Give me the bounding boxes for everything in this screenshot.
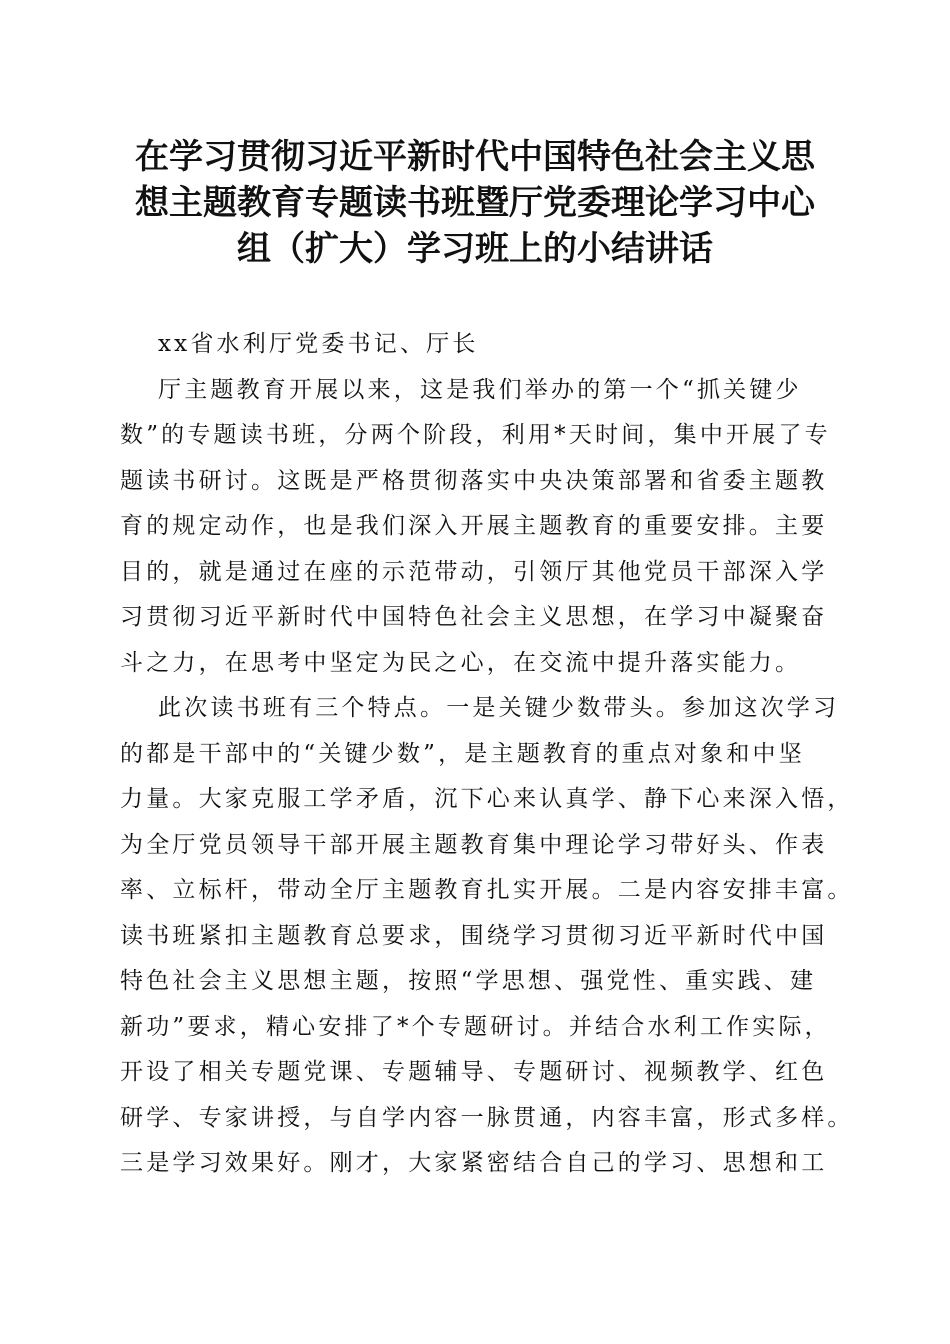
title-line-1: 在学习贯彻习近平新时代中国特色社会主义思	[135, 137, 815, 177]
paragraph-2-line-8: 新功”要求，精心安排了*个专题研讨。并结合水利工作实际，	[120, 1013, 831, 1040]
paragraph-2	[120, 686, 854, 1187]
paragraph-1-line-1: 厅主题教育开展以来，这是我们举办的第一个“抓关键少	[158, 376, 802, 403]
paragraph-2-line-3: 力量。大家克服工学矛盾，沉下心来认真学、静下心来深入悟，	[120, 786, 854, 812]
paragraph-2-line-10: 研学、专家讲授，与自学内容一脉贯通，内容丰富，形式多样。	[120, 1104, 854, 1131]
paragraph-2-line-1: 此次读书班有三个特点。一是关键少数带头。参加这次学习	[158, 695, 840, 721]
paragraph-2-line-2: 的都是干部中的“关键少数”，是主题教育的重点对象和中坚	[120, 740, 805, 767]
document-title	[100, 134, 850, 272]
paragraph-2-line-11: 三是学习效果好。刚才，大家紧密结合自己的学习、思想和工	[120, 1150, 828, 1176]
paragraph-2-line-7: 特色社会主义思想主题，按照“学思想、强党性、重实践、建	[120, 968, 817, 994]
paragraph-1	[120, 368, 840, 687]
paragraph-2-line-5: 率、立标杆，带动全厅主题教育扎实开展。二是内容安排丰富。	[120, 877, 854, 903]
paragraph-2-line-6: 读书班紧扣主题教育总要求，围绕学习贯彻习近平新时代中国	[120, 922, 828, 949]
paragraph-1-line-5: 目的，就是通过在座的示范带动，引领厅其他党员干部深入学	[120, 558, 828, 585]
paragraph-1-line-3: 题读书研讨。这既是严格贯彻落实中央决策部署和省委主题教	[120, 467, 828, 494]
paragraph-2-line-9: 开设了相关专题党课、专题辅导、专题研讨、视频教学、红色	[120, 1059, 828, 1085]
paragraph-2-line-4: 为全厅党员领导干部开展主题教育集中理论学习带好头、作表	[120, 831, 828, 858]
document-body	[120, 322, 854, 1187]
paragraph-1-line-2: 数”的专题读书班，分两个阶段，利用*天时间，集中开展了专	[120, 422, 831, 448]
title-line-2: 想主题教育专题读书班暨厅党委理论学习中心	[135, 183, 815, 223]
paragraph-1-line-4: 育的规定动作，也是我们深入开展主题教育的重要安排。主要	[120, 513, 828, 539]
author-line: xx省水利厅党委书记、厅长	[158, 331, 479, 357]
paragraph-1-line-6: 习贯彻习近平新时代中国特色社会主义思想，在学习中凝聚奋	[120, 604, 828, 630]
paragraph-1-line-7: 斗之力，在思考中坚定为民之心，在交流中提升落实能力。	[120, 649, 802, 676]
title-line-3: 组（扩大）学习班上的小结讲话	[237, 229, 713, 269]
